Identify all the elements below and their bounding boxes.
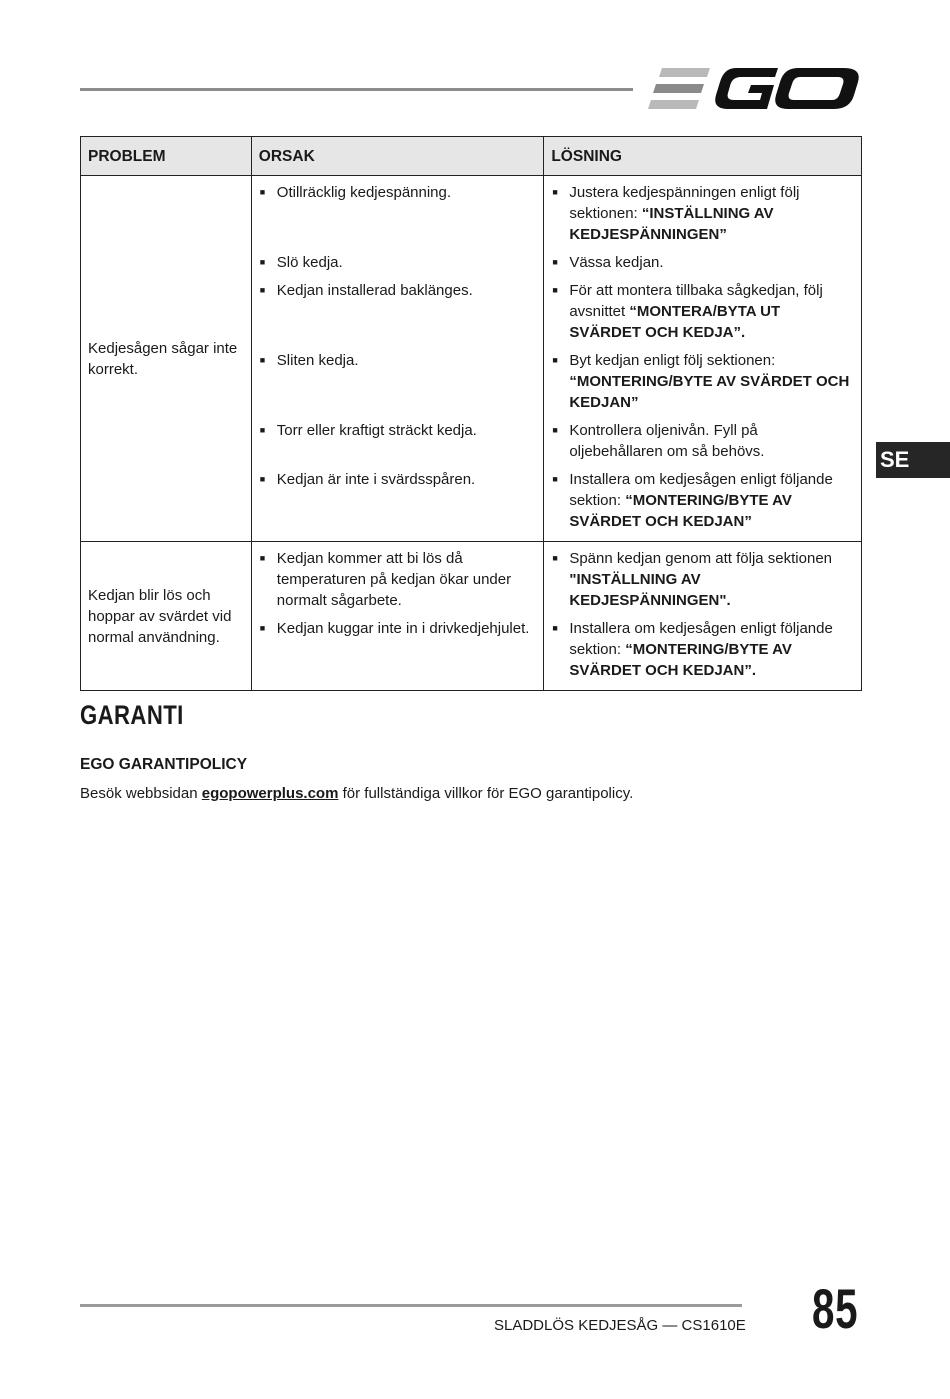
solution-cell	[544, 176, 862, 542]
bullet-icon: ■	[259, 285, 266, 295]
cause-item: ■ Kedjan kommer att bi lös då temperaturen på kedjan ökar under normalt sågarbete.	[259, 550, 512, 609]
solution-item: ■ Vässa kedjan.	[552, 254, 664, 271]
cause-item: ■ Kedjan är inte i svärdsspåren.	[260, 469, 536, 532]
solution-cell	[544, 542, 862, 691]
column-header-solution: LÖSNING	[544, 137, 862, 176]
solution-item: ■ Kontrollera oljenivån. Fyll på oljebehållaren om så behövs.	[552, 422, 765, 460]
bullet-icon: ■	[552, 257, 558, 267]
bullet-icon: ■	[259, 553, 266, 563]
cause-item: ■ Kedjan installerad baklänges.	[260, 280, 536, 343]
bullet-icon: ■	[259, 474, 266, 484]
bullet-icon: ■	[552, 623, 558, 633]
problem-cell: Kedjan blir lös och hoppar av svärdet vid normal användning.	[81, 542, 252, 691]
table-row	[81, 176, 862, 542]
footer-text: SLADDLÖS KEDJESÅG — CS1610E	[494, 1317, 746, 1334]
column-header-cause: ORSAK	[251, 137, 544, 176]
bullet-icon: ■	[259, 623, 266, 633]
bullet-icon: ■	[552, 355, 558, 365]
bullet-icon: ■	[552, 425, 558, 435]
bullet-icon: ■	[259, 355, 266, 365]
solution-item: ■ För att montera tillbaka sågkedjan, följ avsnittet “MONTERA/BYTA UT SVÄRDET OCH KEDJA”.	[552, 282, 823, 341]
cause-item: ■ Kedjan kuggar inte in i drivkedjehjulet.	[260, 618, 536, 660]
section-subtitle: EGO GARANTIPOLICY	[80, 756, 248, 773]
column-header-problem: PROBLEM	[81, 137, 252, 176]
bullet-icon: ■	[552, 474, 558, 484]
cause-item: ■ Otillräcklig kedjespänning.	[260, 182, 536, 245]
bullet-icon: ■	[259, 425, 266, 435]
cause-item: ■ Slö kedja.	[259, 254, 343, 271]
solution-item: ■ Spänn kedjan genom att följa sektionen "INSTÄLLNING AV KEDJESPÄNNINGEN".	[552, 550, 833, 609]
table-header-row	[81, 137, 862, 176]
cause-item: ■ Torr eller kraftigt sträckt kedja.	[260, 420, 536, 462]
page-number: 85	[812, 1277, 859, 1340]
website-link[interactable]: egopowerplus.com	[201, 785, 339, 802]
solution-item: ■ Installera om kedjesågen enligt följande sektion: “MONTERING/BYTE AV SVÄRDET OCH KEDJAN”.	[552, 620, 833, 679]
cause-cell	[251, 176, 544, 542]
header-rule	[80, 88, 633, 91]
problem-cell: Kedjesågen sågar inte korrekt.	[81, 176, 252, 542]
language-tab: SE	[876, 442, 950, 478]
section-title: GARANTI	[80, 700, 184, 730]
warranty-paragraph: Besök webbsidan egopowerplus.com för fullständiga villkor för EGO garantipolicy.	[80, 785, 634, 802]
troubleshooting-table	[80, 136, 862, 691]
bullet-icon: ■	[259, 257, 266, 267]
ego-logo	[648, 62, 862, 114]
solution-item: ■ Byt kedjan enligt följ sektionen: “MONTERING/BYTE AV SVÄRDET OCH KEDJAN”	[552, 352, 850, 411]
cause-item: ■ Sliten kedja.	[260, 350, 536, 413]
solution-item: ■ Installera om kedjesågen enligt följande sektion: “MONTERING/BYTE AV SVÄRDET OCH KEDJAN”	[552, 471, 833, 530]
solution-item: ■ Justera kedjespänningen enligt följ sektionen: “INSTÄLLNING AV KEDJESPÄNNINGEN”	[552, 184, 800, 243]
bullet-icon: ■	[552, 187, 558, 197]
bullet-icon: ■	[552, 553, 558, 563]
cause-cell	[251, 542, 544, 691]
footer-rule	[80, 1304, 742, 1307]
bullet-icon: ■	[259, 187, 266, 197]
bullet-icon: ■	[552, 285, 558, 295]
table-row	[81, 542, 862, 691]
